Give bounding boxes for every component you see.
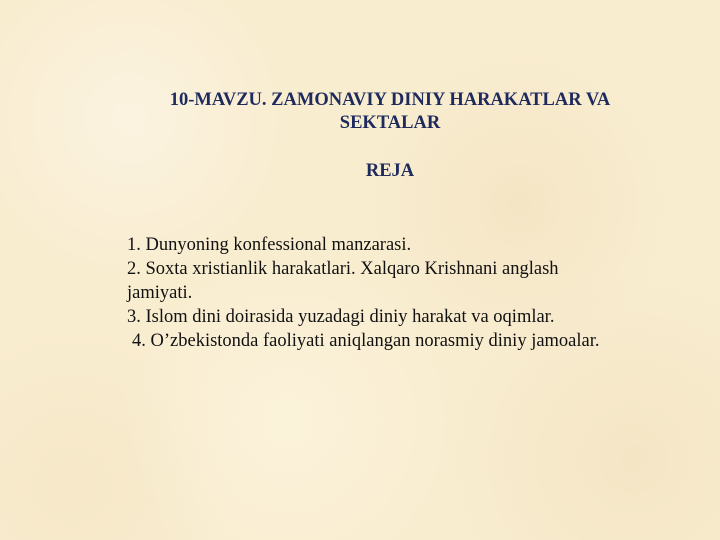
slide-title [120, 89, 660, 135]
plan-item-2: 2. Soxta xristianlik harakatlari. Xalqaro Krishnani anglash [127, 259, 559, 279]
plan-heading: REJA [365, 161, 415, 181]
plan-item-4: 4. O’zbekistonda faoliyati aniqlangan norasmiy diniy jamoalar. [132, 331, 600, 351]
plan-list [127, 233, 687, 353]
plan-item-2-continued: jamiyati. [127, 283, 193, 303]
slide-title-line-1: 10-MAVZU. ZAMONAVIY DINIY HARAKATLAR VA [169, 90, 611, 110]
plan-item-1: 1. Dunyoning konfessional manzarasi. [127, 235, 412, 255]
plan-item-3: 3. Islom dini doirasida yuzadagi diniy harakat va oqimlar. [127, 307, 555, 327]
slide-title-line-2: SEKTALAR [339, 113, 441, 133]
